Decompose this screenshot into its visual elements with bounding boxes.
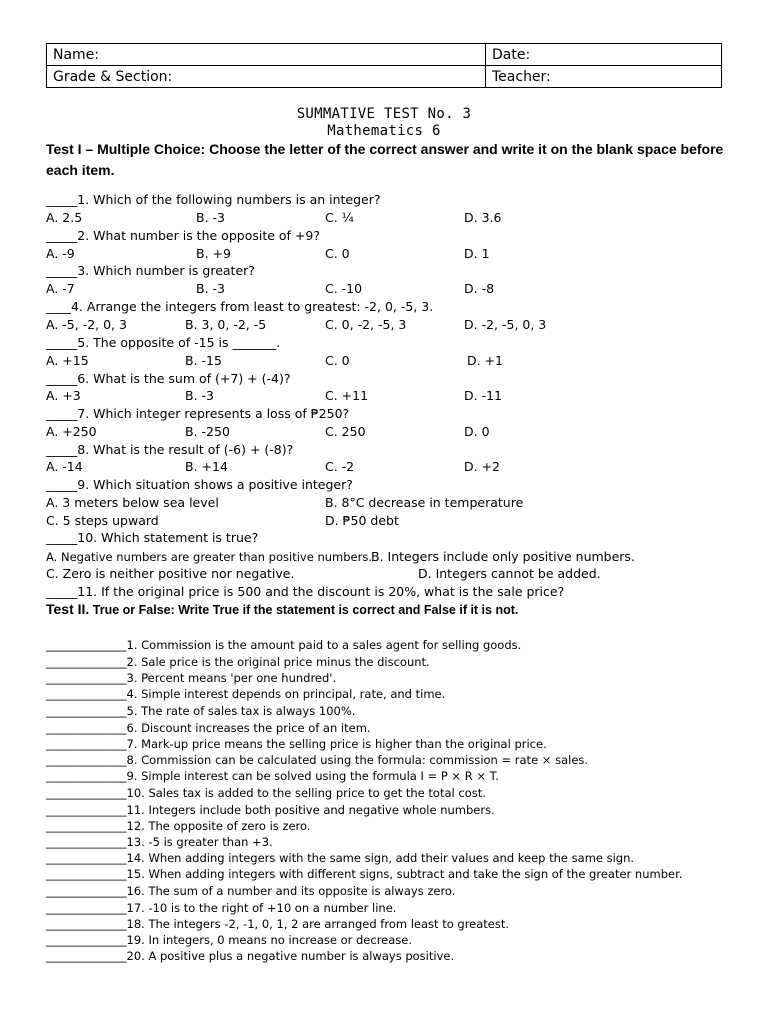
q5-option-a: A. +15 [46,353,89,368]
q5-option-b: B. -15 [185,353,222,368]
q8-option-a: A. -14 [46,459,83,474]
q5-option-c: C. 0 [325,353,350,368]
tf-item-15: ______________15. When adding integers with different signs, subtract and take the sign of the greater number. [46,867,683,881]
q10-option-a: A. Negative numbers are greater than positive numbers. [46,550,372,564]
q6-option-c: C. +11 [325,388,369,403]
tf-item-11: ______________11. Integers include both positive and negative whole numbers. [46,803,495,817]
q1-option-b: B. -3 [196,210,225,225]
tf-item-18: ______________18. The integers -2, -1, 0, 1, 2 are arranged from least to greatest. [46,917,510,931]
tf-item-17: ______________17. -10 is to the right of +10 on a number line. [46,901,397,915]
question-11: _____11. If the original price is 500 and the discount is 20%, what is the sale price? [46,584,565,599]
q10-option-d: D. Integers cannot be added. [418,566,601,581]
q3-option-b: B. -3 [196,281,225,296]
teacher-field[interactable]: Teacher: [486,66,722,88]
q7-option-a: A. +250 [46,424,97,439]
q6-option-a: A. +3 [46,388,81,403]
q9-option-c: C. 5 steps upward [46,513,159,528]
q9-option-d: D. ₱50 debt [325,513,399,528]
tf-item-12: ______________12. The opposite of zero is zero. [46,819,311,833]
tf-item-5: ______________5. The rate of sales tax is always 100%. [46,704,356,718]
q9-option-b: B. 8°C decrease in temperature [325,495,524,510]
q4-option-c: C. 0, -2, -5, 3 [325,317,407,332]
tf-item-13: ______________13. -5 is greater than +3. [46,835,273,849]
question-3: _____3. Which number is greater? [46,263,255,278]
tf-item-3: ______________3. Percent means 'per one hundred'. [46,671,337,685]
test2-heading [46,601,518,617]
test1-instruction: Test I – Multiple Choice: Choose the letter of the correct answer and write it on the blank space before each item. [46,141,724,178]
date-field[interactable]: Date: [486,44,722,66]
q10-option-b: B. Integers include only positive numbers. [371,549,635,564]
question-1: _____1. Which of the following numbers is an integer? [46,192,381,207]
question-4: ____4. Arrange the integers from least to greatest: -2, 0, -5, 3. [46,299,434,314]
tf-item-8: ______________8. Commission can be calculated using the formula: commission = rate × sales. [46,753,589,767]
q7-option-d: D. 0 [464,424,490,439]
test2-label: Test II. [46,601,90,617]
tf-item-7: ______________7. Mark-up price means the selling price is higher than the original price. [46,737,547,751]
q2-option-b: B. +9 [196,246,231,261]
test-title: SUMMATIVE TEST No. 3 [296,106,472,122]
q7-option-c: C. 250 [325,424,366,439]
tf-item-1: ______________1. Commission is the amount paid to a sales agent for selling goods. [46,638,522,652]
q3-option-d: D. -8 [464,281,495,296]
q1-option-d: D. 3.6 [464,210,502,225]
question-2: _____2. What number is the opposite of +9? [46,228,320,243]
q4-option-b: B. 3, 0, -2, -5 [185,317,267,332]
q2-option-c: C. 0 [325,246,350,261]
q2-option-d: D. 1 [464,246,490,261]
grade-section-field[interactable]: Grade & Section: [47,66,486,88]
q8-option-c: C. -2 [325,459,355,474]
test2-instruction: True or False: Write True if the statement is correct and False if it is not. [92,603,519,617]
q6-option-b: B. -3 [185,388,214,403]
tf-item-19: ______________19. In integers, 0 means no increase or decrease. [46,933,413,947]
question-5: _____5. The opposite of -15 is _______. [46,335,281,350]
test-subtitle: Mathematics 6 [327,123,441,139]
q4-option-d: D. -2, -5, 0, 3 [464,317,547,332]
question-10: _____10. Which statement is true? [46,530,259,545]
q10-option-c: C. Zero is neither positive nor negative. [46,566,295,581]
q4-option-a: A. -5, -2, 0, 3 [46,317,127,332]
tf-item-4: ______________4. Simple interest depends on principal, rate, and time. [46,687,446,701]
tf-item-20: ______________20. A positive plus a negative number is always positive. [46,949,455,963]
student-info-table [46,43,722,88]
tf-item-10: ______________10. Sales tax is added to the selling price to get the total cost. [46,786,486,800]
question-8: _____8. What is the result of (-6) + (-8)? [46,442,294,457]
q8-option-d: D. +2 [464,459,500,474]
tf-item-16: ______________16. The sum of a number and its opposite is always zero. [46,884,456,898]
name-field[interactable]: Name: [47,44,486,66]
q8-option-b: B. +14 [185,459,228,474]
q1-option-c: C. ¼ [325,210,354,225]
q5-option-d: D. +1 [467,353,503,368]
q1-option-a: A. 2.5 [46,210,83,225]
question-9: _____9. Which situation shows a positive integer? [46,477,353,492]
tf-item-6: ______________6. Discount increases the price of an item. [46,721,371,735]
question-7: _____7. Which integer represents a loss of ₱250? [46,406,350,421]
q2-option-a: A. -9 [46,246,75,261]
q3-option-a: A. -7 [46,281,75,296]
q3-option-c: C. -10 [325,281,363,296]
q7-option-b: B. -250 [185,424,230,439]
tf-item-2: ______________2. Sale price is the original price minus the discount. [46,655,430,669]
tf-item-14: ______________14. When adding integers with the same sign, add their values and keep the same sign. [46,851,635,865]
q6-option-d: D. -11 [464,388,502,403]
tf-item-9: ______________9. Simple interest can be solved using the formula I = P × R × T. [46,769,499,783]
question-6: _____6. What is the sum of (+7) + (-4)? [46,371,291,386]
q9-option-a: A. 3 meters below sea level [46,495,219,510]
